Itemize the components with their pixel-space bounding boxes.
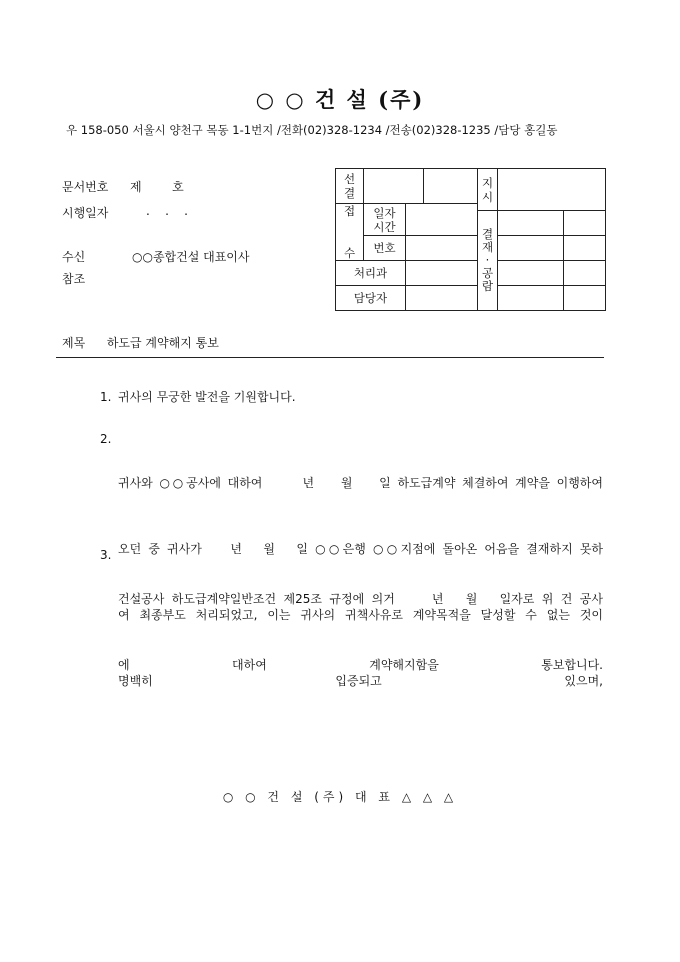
approval-slot	[564, 236, 606, 261]
approval-slot	[498, 261, 564, 286]
paragraph-1	[100, 386, 603, 408]
paragraph-line: 오던 중 귀사가 년 월 일 ○○은행 ○○지점에 돌아온 어음을 결재하지 못하	[118, 542, 603, 556]
paragraph-number: 2.	[100, 432, 112, 446]
number-label-cell: 번호	[364, 236, 406, 261]
company-title: ○ ○ 건 설 (주)	[255, 87, 425, 112]
company-address-line: 우 158-050 서울시 양천구 목동 1-1번지 /전화(02)328-1234 /전송(02)328-1235 /담당 홍길동	[66, 123, 558, 137]
recipient-label: 수신	[62, 250, 86, 264]
person-label-cell: 담당자	[336, 286, 406, 311]
paragraph-number: 3.	[100, 548, 112, 562]
date-time-value-cell	[406, 204, 478, 236]
paragraph-3	[100, 544, 603, 720]
paragraph-line: 귀사의 무궁한 발전을 기원합니다.	[118, 390, 296, 404]
subject-value: 하도급 계약해지 통보	[106, 336, 219, 350]
instruction-content-cell	[498, 169, 606, 211]
receipt-blank-2	[424, 169, 478, 204]
reference-label: 참조	[62, 272, 86, 286]
date-time-label-cell: 일자 시간	[364, 204, 406, 236]
instruction-label-cell: 지 시	[478, 169, 498, 211]
paragraph-line: 건설공사 하도급계약일반조건 제25조 규정에 의거 년 월 일자로 위 건 공사	[118, 592, 603, 606]
paragraph-line: 여 최종부도 처리되었고, 이는 귀사의 귀책사유로 계약목적을 달성할 수 없는 것이	[118, 608, 603, 622]
doc-number-value: 제 호	[130, 180, 184, 194]
number-value-cell	[406, 236, 478, 261]
approval-slot	[498, 286, 564, 311]
issue-date-label: 시행일자	[62, 206, 109, 220]
approval-slot	[498, 236, 564, 261]
approval-slot	[564, 286, 606, 311]
subject-label: 제목	[62, 336, 86, 350]
approval-label-cell: 결 재 · 공 람	[478, 211, 498, 311]
approval-slot	[564, 211, 606, 236]
issue-date-value: . . .	[146, 204, 188, 218]
approval-slot	[498, 211, 564, 236]
approval-slot	[564, 261, 606, 286]
subject-divider	[56, 357, 604, 358]
receipt-jeop-su-cell: 접 수	[336, 204, 364, 261]
signature-line: ○ ○ 건 설 (주) 대 표 △ △ △	[222, 790, 458, 804]
receipt-seon-cell: 선 결	[336, 169, 364, 204]
recipient-value: ○○종합건설 대표이사	[132, 250, 250, 264]
person-value-cell	[406, 286, 478, 311]
receipt-blank-1	[364, 169, 424, 204]
paragraph-line: 명백히 입증되고 있으며,	[118, 674, 603, 688]
paragraph-number: 1.	[100, 390, 112, 404]
subject-line	[62, 334, 219, 351]
paragraph-line: 귀사와 ○○공사에 대하여 년 월 일 하도급계약 체결하여 계약을 이행하여	[118, 476, 603, 490]
paragraph-line: 에 대하여 계약해지함을 통보합니다.	[118, 658, 603, 672]
doc-number-label: 문서번호	[62, 180, 109, 194]
dept-label-cell: 처리과	[336, 261, 406, 286]
dept-value-cell	[406, 261, 478, 286]
approval-table	[335, 168, 606, 311]
